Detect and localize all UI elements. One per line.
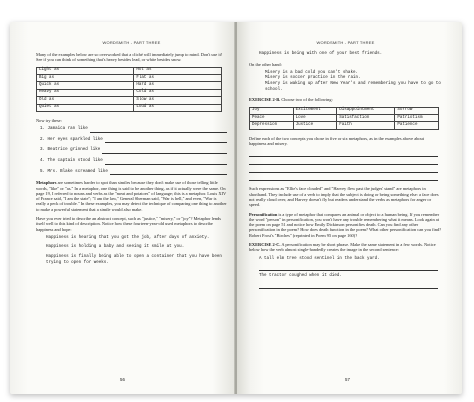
answer-line <box>259 282 438 289</box>
quote: Happiness is finally being able to open a container that you have been trying to open for weeks. <box>46 255 222 265</box>
exercise-label: EXERCISE 2-C. <box>249 242 281 247</box>
running-head: WORDSMITH - PART THREE <box>102 40 161 45</box>
page-number: 56 <box>120 377 125 382</box>
term-metaphors: Metaphors <box>36 180 57 186</box>
exercise-item <box>40 159 227 165</box>
left-page <box>10 22 235 394</box>
define-paragraph: Define each of the two concepts you chose in five or six metaphors, as in the examples above about happiness and misery. <box>249 135 424 147</box>
table-cell: Old as <box>37 97 134 104</box>
table-row <box>37 104 222 111</box>
quote: Misery is waking up after New Year's and remembering you have to go to school. <box>265 82 441 92</box>
table-cell: Slow as <box>134 97 222 104</box>
table-cell: Hard as <box>134 82 222 89</box>
other-hand-label: On the other hand: <box>249 61 282 67</box>
table-cell: Heavy as <box>37 89 134 96</box>
table-cell: Peace <box>250 114 294 121</box>
answer-line <box>249 174 438 181</box>
exercise-instruction: Choose two of the following: <box>280 97 333 103</box>
quote: Happiness is holding a baby and seeing it smile at you. <box>46 245 185 250</box>
personification-paragraph <box>249 212 442 238</box>
quote: The tractor coughed when it died. <box>259 274 342 279</box>
exercise-2b-heading <box>249 97 442 102</box>
metaphors-paragraph <box>36 180 227 212</box>
answer-line <box>110 170 227 175</box>
table-cell: Quiet as <box>37 104 134 111</box>
quote: Misery is a bad cold you can't shake. <box>265 70 358 75</box>
table-row <box>250 114 439 121</box>
right-page <box>237 22 462 394</box>
table-cell: Patriotism <box>395 114 439 121</box>
page-number: 57 <box>345 377 350 382</box>
open-book <box>10 22 462 394</box>
table-cell: Love <box>293 114 337 121</box>
table-cell: Quick as <box>37 82 134 89</box>
table-cell: Justice <box>293 122 337 129</box>
answer-line <box>249 150 438 157</box>
exercise-instruction: A personification may be short phrase. Make the same statement in a few words. Notice below how the verb almost single-handedly creates the image in the second sentence: <box>249 242 436 253</box>
exercise-prompt: 5. Mrs. Blake screamed like <box>40 169 108 174</box>
quote: Happiness is hearing that you got the job, after days of anxiety. <box>46 235 210 240</box>
table-row <box>250 122 439 129</box>
exercise-prompt: 3. Beatrice grinned like <box>40 148 101 153</box>
answer-lines <box>249 150 442 181</box>
table-cell: Hot as <box>134 67 222 74</box>
exercise-2c-heading <box>249 242 442 253</box>
answer-line <box>259 264 438 271</box>
answer-line <box>249 158 438 165</box>
answer-line <box>105 138 227 143</box>
table-cell: Satisfaction <box>337 114 395 121</box>
exercise-item <box>40 148 227 154</box>
table-row <box>37 67 222 74</box>
table-row <box>37 74 222 81</box>
answer-line <box>102 149 227 154</box>
table-row <box>37 89 222 96</box>
answer-line <box>105 160 227 165</box>
table-cell: Big as <box>37 74 134 81</box>
exercise-item <box>40 127 227 133</box>
now-try-label: Now try these: <box>36 117 62 123</box>
have-you-paragraph: Have you ever tried to describe an abstract concept, such as "justice," "misery," or "joy"? Metaphor lends itself well to this kind of description. Notice how these fourteen-year-old used metaphors to describe happiness and hope: <box>36 215 221 232</box>
exercise-item <box>40 138 227 144</box>
personification-text: is a type of metaphor that compares an animal or object to a human being. If you remember the word "person" in personification, you won't have any trouble remembering what it means. Look again at the poem on page 51 and notice how Emily Dickinson personifies death. Can you find any other personification in the poem? How does death function in the poem? What other personification can you find? Robert Frost's "Birches" (reprinted in Poem 95 on page 160)? <box>249 211 442 238</box>
table-row <box>250 107 439 114</box>
table-row <box>37 82 222 89</box>
term-personification: Personification <box>249 211 278 217</box>
table-cell: Joy <box>250 107 294 114</box>
quote: Happiness is being with one of your best friends. <box>259 52 383 56</box>
table-cell: Depression <box>250 122 294 129</box>
table-cell: Disappointment <box>337 107 395 114</box>
table-cell: Cold as <box>134 89 222 96</box>
answer-line <box>249 166 438 173</box>
table-cell: Patience <box>395 122 439 129</box>
answer-line <box>90 128 227 133</box>
table-cell: Excitement <box>293 107 337 114</box>
quote: Misery is soccer practice in the rain. <box>265 76 361 81</box>
exercise-prompt: 4. The captain stood like <box>40 159 103 164</box>
table-cell: Loud as <box>134 104 222 111</box>
metaphors-text: are sometimes harder to spot than similes because they don't make use of those telling little words, "like" or "as." In a metaphor, one thing is said to be another thing, as if it actually were the same. On page 19, I referred to nouns and verbs as the "meat and potatoes" of language; this is a metaphor. Louis XIV of France said, "I am the state"; "I am the law," General Sherman said, "War is hell," and even, "War is really a peck of trouble." In these examples, you may detect the technique of comparing one thing to another to make a powerful statement that a simile would also make. <box>36 180 227 212</box>
cliche-table <box>36 67 222 112</box>
exercise-label: EXERCISE 2-B. <box>249 97 281 103</box>
exercise-prompt: 2. Her eyes sparkled like <box>40 137 103 142</box>
table-row <box>37 97 222 104</box>
such-expressions-paragraph: Such expressions as "Ellie's face clouded" and "Harvey flew past the judges' stand" are metaphors in shorthand. They include use of a verb to imply that the subject is doing or being something else: a face does not really cloud over, and Harvey doesn't fly but readers understand the verbs as metaphors for anger or speed. <box>249 186 439 208</box>
table-cell: Flat as <box>134 74 222 81</box>
quote: A tall elm tree stood sentinel in the back yard. <box>259 256 380 261</box>
table-cell: Sorrow <box>395 107 439 114</box>
word-table <box>249 107 439 130</box>
table-cell: Light as <box>37 67 134 74</box>
running-head: WORDSMITH - PART THREE <box>316 40 375 45</box>
exercise-item <box>40 170 227 176</box>
exercise-prompt: 1. Jamaica ran like <box>40 127 88 132</box>
table-cell: Faith <box>337 122 395 129</box>
intro-paragraph: Many of the examples below are so overworked that a cliché will immediately jump to mind. Don't use it! See if you can think of something that's heavy besides lead, or white besides snow. <box>36 52 223 63</box>
